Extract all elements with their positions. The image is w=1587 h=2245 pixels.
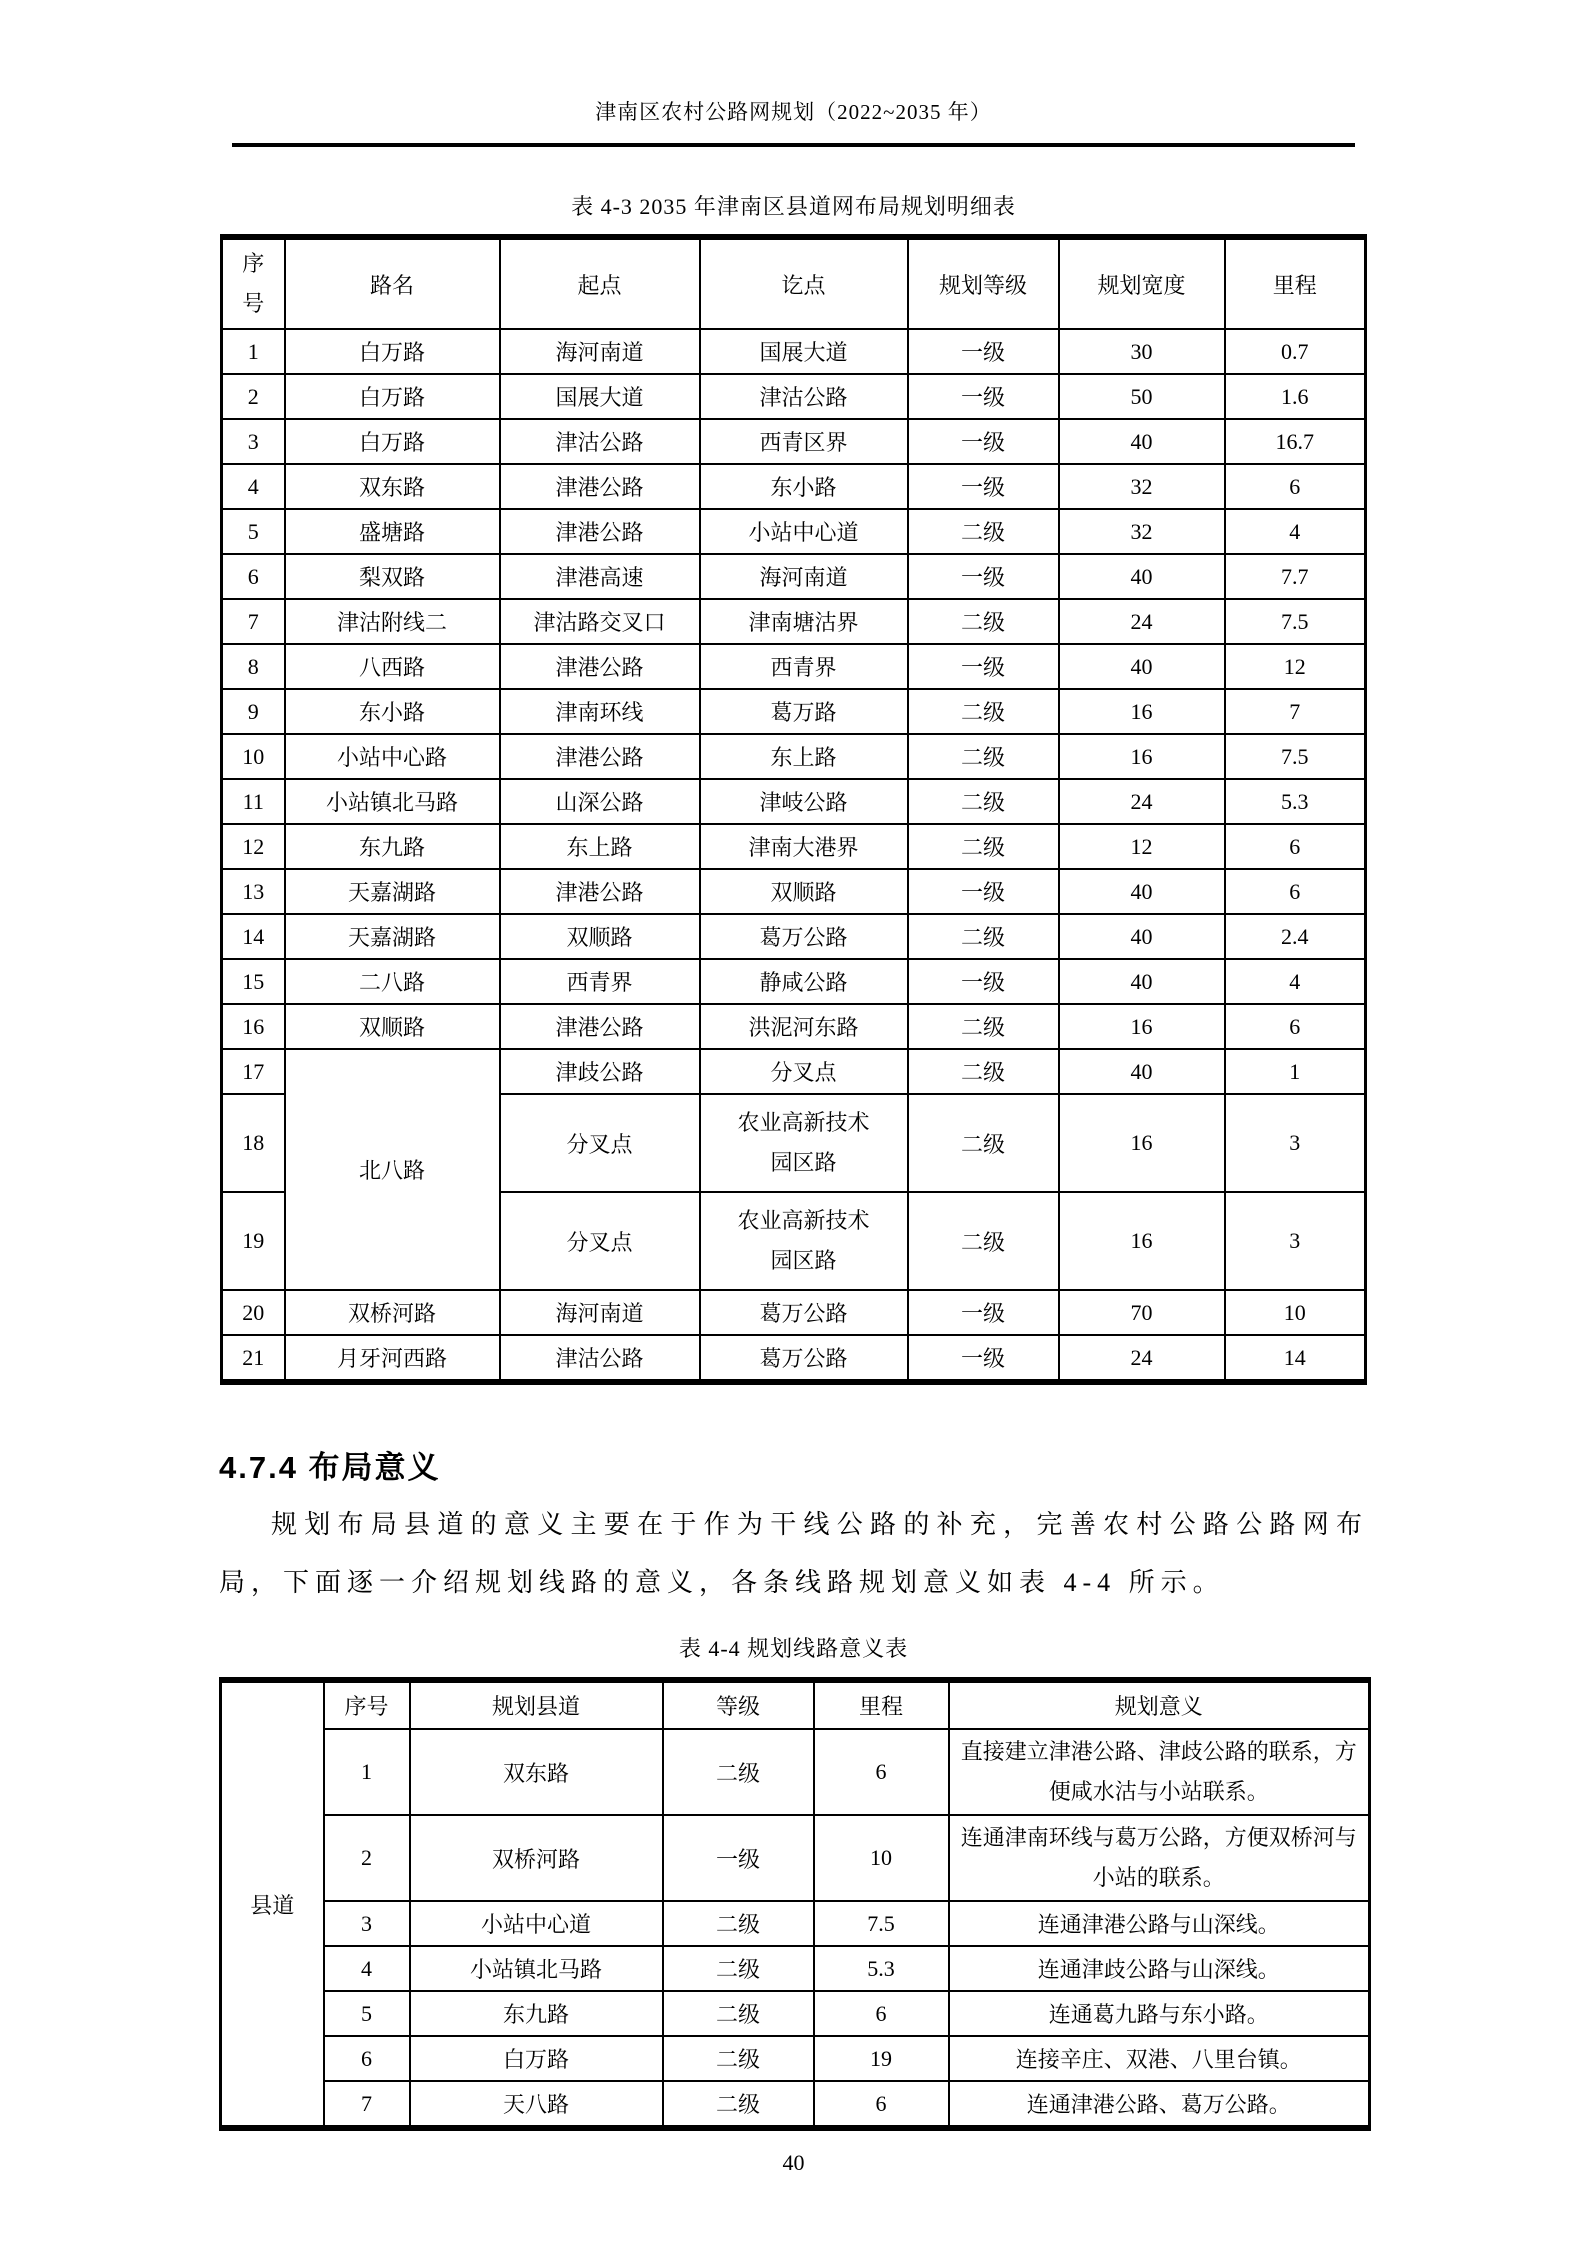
header-rule-divider [232,143,1355,147]
table-cell: 1 [222,329,285,374]
table-row [222,374,1366,419]
table-cell: 国展大道 [700,329,908,374]
table-cell: 3 [324,1901,410,1946]
table-cell: 连通津歧公路与山深线。 [949,1946,1370,1991]
table-cell: 天嘉湖路 [285,869,500,914]
table-cell: 山深公路 [500,779,700,824]
table-cell: 7 [324,2081,410,2128]
table-cell: 5 [222,509,285,554]
table-cell: 津歧公路 [500,1049,700,1094]
table43-caption: 表 4-3 2035 年津南区县道网布局规划明细表 [571,194,1016,219]
table-cell: 二级 [663,1729,814,1815]
table-cell: 连接辛庄、双港、八里台镇。 [949,2036,1370,2081]
table-cell: 19 [222,1192,285,1290]
table-cell: 16 [1059,1192,1225,1290]
table-cell: 白万路 [285,329,500,374]
table-cell: 天嘉湖路 [285,914,500,959]
table-cell: 0.7 [1225,329,1366,374]
table-cell: 津沽公路 [500,1335,700,1382]
table-cell: 1 [324,1729,410,1815]
column-header-meaning: 规划意义 [949,1680,1370,1729]
table-cell: 32 [1059,509,1225,554]
table-cell: 8 [222,644,285,689]
table-row [222,1004,1366,1049]
table-cell: 3 [1225,1094,1366,1192]
table-cell: 3 [222,419,285,464]
table-cell: 4 [1225,509,1366,554]
document-header: 津南区农村公路网规划（2022~2035 年） [595,100,992,124]
table-cell: 2.4 [1225,914,1366,959]
table-cell: 连通津港公路、葛万公路。 [949,2081,1370,2128]
table-header-row [221,1680,1370,1729]
table-row [222,1049,1366,1094]
table-cell: 10 [814,1815,949,1901]
table-cell: 盛塘路 [285,509,500,554]
column-header-grade: 规划等级 [908,237,1059,329]
table-cell: 八西路 [285,644,500,689]
column-header-mileage: 里程 [814,1680,949,1729]
table-cell: 40 [1059,869,1225,914]
table-cell: 连通津港公路与山深线。 [949,1901,1370,1946]
column-header-county-road: 规划县道 [410,1680,663,1729]
column-header-seq [222,237,285,329]
table-cell: 津沽公路 [500,419,700,464]
table-cell: 14 [222,914,285,959]
table-4-4 [219,1677,1371,2131]
table-cell: 3 [1225,1192,1366,1290]
table-cell: 津沽公路 [700,374,908,419]
table-cell: 4 [1225,959,1366,1004]
table-cell: 分叉点 [700,1049,908,1094]
table-cell: 白万路 [410,2036,663,2081]
table-cell: 津南环线 [500,689,700,734]
table-cell: 6 [222,554,285,599]
column-header-start: 起点 [500,237,700,329]
table-cell: 24 [1059,599,1225,644]
column-header-seq: 序号 [324,1680,410,1729]
section-heading: 4.7.4 布局意义 [219,1450,441,1485]
table-row [222,824,1366,869]
table-cell: 6 [1225,824,1366,869]
table-cell: 北八路 [285,1049,500,1290]
table-cell: 12 [1225,644,1366,689]
column-header-grade: 等级 [663,1680,814,1729]
table-cell: 双顺路 [285,1004,500,1049]
column-header-seq-label: 序号 [242,251,265,316]
column-header-width: 规划宽度 [1059,237,1225,329]
table-cell: 21 [222,1335,285,1382]
table-cell: 一级 [908,644,1059,689]
table-cell: 双桥河路 [410,1815,663,1901]
table-cell: 13 [222,869,285,914]
table-cell: 津沽附线二 [285,599,500,644]
table-row [221,1815,1370,1901]
table-cell: 11 [222,779,285,824]
table-row [222,464,1366,509]
table-cell: 小站中心路 [285,734,500,779]
table-cell: 津港公路 [500,509,700,554]
table-cell: 葛万公路 [700,914,908,959]
table-cell: 2 [222,374,285,419]
table-cell: 一级 [908,869,1059,914]
table-cell: 天八路 [410,2081,663,2128]
table-cell: 白万路 [285,419,500,464]
table-cell: 16 [222,1004,285,1049]
table-row [222,599,1366,644]
row-group-label: 县道 [221,1680,324,2128]
table-row [222,1335,1366,1382]
table-cell: 海河南道 [500,1290,700,1335]
table-4-3 [220,234,1367,1385]
table-cell: 二级 [663,1991,814,2036]
table-cell: 连通津南环线与葛万公路，方便双桥河与小站的联系。 [949,1815,1370,1901]
table-cell: 6 [814,1991,949,2036]
table-cell: 6 [814,1729,949,1815]
table-row [222,644,1366,689]
table-cell: 18 [222,1094,285,1192]
table-cell: 二级 [663,1946,814,1991]
table-cell: 葛万公路 [700,1290,908,1335]
table-row [221,1991,1370,2036]
table-cell: 东九路 [410,1991,663,2036]
table-cell: 农业高新技术园区路 [700,1192,908,1290]
table-cell: 15 [222,959,285,1004]
table-row [221,2081,1370,2128]
table-cell: 12 [1059,824,1225,869]
table-cell: 海河南道 [700,554,908,599]
table-cell: 20 [222,1290,285,1335]
table-cell: 津南大港界 [700,824,908,869]
table-cell: 5.3 [814,1946,949,1991]
table-row [221,2036,1370,2081]
table-cell: 白万路 [285,374,500,419]
table-cell: 二级 [908,599,1059,644]
table-cell: 二级 [663,1901,814,1946]
table-cell: 6 [1225,869,1366,914]
table-cell: 二级 [908,509,1059,554]
table-cell: 10 [222,734,285,779]
table-cell: 国展大道 [500,374,700,419]
table-cell: 二级 [908,1049,1059,1094]
table-cell: 40 [1059,914,1225,959]
table-cell: 双桥河路 [285,1290,500,1335]
table-cell: 小站镇北马路 [410,1946,663,1991]
table-cell: 9 [222,689,285,734]
table-cell: 津港公路 [500,464,700,509]
table-cell: 二八路 [285,959,500,1004]
table-cell: 西青界 [700,644,908,689]
table-cell: 16 [1059,1094,1225,1192]
table-row [222,869,1366,914]
table-cell: 东九路 [285,824,500,869]
table-row [222,959,1366,1004]
table-cell: 19 [814,2036,949,2081]
table-cell: 分叉点 [500,1192,700,1290]
table-cell: 17 [222,1049,285,1094]
table-cell: 直接建立津港公路、津歧公路的联系，方便咸水沽与小站联系。 [949,1729,1370,1815]
table-cell: 洪泥河东路 [700,1004,908,1049]
table-cell: 二级 [908,824,1059,869]
table-row [222,509,1366,554]
table-row [222,419,1366,464]
table-cell: 津港公路 [500,734,700,779]
body-paragraph: 规划布局县道的意义主要在于作为干线公路的补充，完善农村公路公路网布局，下面逐一介绍规划线路的意义，各条线路规划意义如表 4-4 所示。 [219,1510,1368,1597]
table-cell: 一级 [908,554,1059,599]
table-cell: 50 [1059,374,1225,419]
table-cell: 西青界 [500,959,700,1004]
table-header-row [222,237,1366,329]
table-row [222,329,1366,374]
table-cell: 6 [1225,1004,1366,1049]
table-cell: 葛万路 [700,689,908,734]
page-content [219,0,1368,2176]
table-cell: 1.6 [1225,374,1366,419]
table-cell: 24 [1059,1335,1225,1382]
table-cell: 1 [1225,1049,1366,1094]
table-cell: 二级 [908,1094,1059,1192]
table-cell: 二级 [663,2036,814,2081]
table-cell: 4 [324,1946,410,1991]
table-cell: 东小路 [700,464,908,509]
table-row [222,914,1366,959]
table-cell: 双顺路 [700,869,908,914]
table-cell: 2 [324,1815,410,1901]
table-cell: 40 [1059,419,1225,464]
table-cell: 二级 [908,1192,1059,1290]
table-cell: 农业高新技术园区路 [700,1094,908,1192]
table-cell: 5.3 [1225,779,1366,824]
table-cell: 东上路 [500,824,700,869]
table-cell: 一级 [908,959,1059,1004]
table-cell: 7.5 [1225,734,1366,779]
table-cell: 二级 [908,734,1059,779]
table-cell: 5 [324,1991,410,2036]
table-cell: 分叉点 [500,1094,700,1192]
table-cell: 二级 [908,1004,1059,1049]
table-cell: 12 [222,824,285,869]
table-cell: 海河南道 [500,329,700,374]
table-cell: 小站中心道 [700,509,908,554]
table-cell: 津港公路 [500,1004,700,1049]
table-cell: 静咸公路 [700,959,908,1004]
table-cell: 一级 [908,419,1059,464]
table-cell: 40 [1059,959,1225,1004]
table-cell: 30 [1059,329,1225,374]
table-row [221,1901,1370,1946]
table-cell: 40 [1059,554,1225,599]
table-cell: 津南塘沽界 [700,599,908,644]
table-cell: 一级 [908,1290,1059,1335]
table-cell: 梨双路 [285,554,500,599]
table-cell: 东小路 [285,689,500,734]
table-cell: 二级 [663,2081,814,2128]
table-cell: 16 [1059,734,1225,779]
table-cell: 双东路 [285,464,500,509]
table-cell: 津岐公路 [700,779,908,824]
table-cell: 16 [1059,689,1225,734]
table-cell: 16 [1059,1004,1225,1049]
table-cell: 二级 [908,689,1059,734]
table-cell: 二级 [908,779,1059,824]
table-row [222,689,1366,734]
table-cell: 一级 [663,1815,814,1901]
table-cell: 西青区界 [700,419,908,464]
table-cell: 6 [814,2081,949,2128]
table-cell: 16.7 [1225,419,1366,464]
table-cell: 葛万公路 [700,1335,908,1382]
table-row [222,554,1366,599]
table-cell: 7 [1225,689,1366,734]
table-cell: 月牙河西路 [285,1335,500,1382]
table-cell: 小站中心道 [410,1901,663,1946]
table-cell: 14 [1225,1335,1366,1382]
table-cell: 双顺路 [500,914,700,959]
table-cell: 双东路 [410,1729,663,1815]
table-cell: 40 [1059,644,1225,689]
table-cell: 一级 [908,1335,1059,1382]
table-cell: 4 [222,464,285,509]
table-cell: 10 [1225,1290,1366,1335]
table-cell: 24 [1059,779,1225,824]
table-cell: 40 [1059,1049,1225,1094]
column-header-end: 讫点 [700,237,908,329]
table-cell: 7.5 [814,1901,949,1946]
table-row [222,734,1366,779]
table-row [222,779,1366,824]
table44-caption: 表 4-4 规划线路意义表 [678,1636,909,1661]
table-cell: 6 [324,2036,410,2081]
table-cell: 东上路 [700,734,908,779]
table-cell: 一级 [908,329,1059,374]
table-row [221,1729,1370,1815]
table-row [221,1946,1370,1991]
table-cell: 津港公路 [500,869,700,914]
table-cell: 6 [1225,464,1366,509]
table-cell: 7.7 [1225,554,1366,599]
table-cell: 一级 [908,374,1059,419]
column-header-road: 路名 [285,237,500,329]
table-cell: 7.5 [1225,599,1366,644]
table-cell: 7 [222,599,285,644]
table-cell: 连通葛九路与东小路。 [949,1991,1370,2036]
table-cell: 小站镇北马路 [285,779,500,824]
table-row [222,1290,1366,1335]
page-number: 40 [782,2150,805,2175]
table-cell: 一级 [908,464,1059,509]
table-cell: 32 [1059,464,1225,509]
table-cell: 津港高速 [500,554,700,599]
table-cell: 二级 [908,914,1059,959]
column-header-mileage: 里程 [1225,237,1366,329]
table-cell: 津沽路交叉口 [500,599,700,644]
table-cell: 津港公路 [500,644,700,689]
table-cell: 70 [1059,1290,1225,1335]
